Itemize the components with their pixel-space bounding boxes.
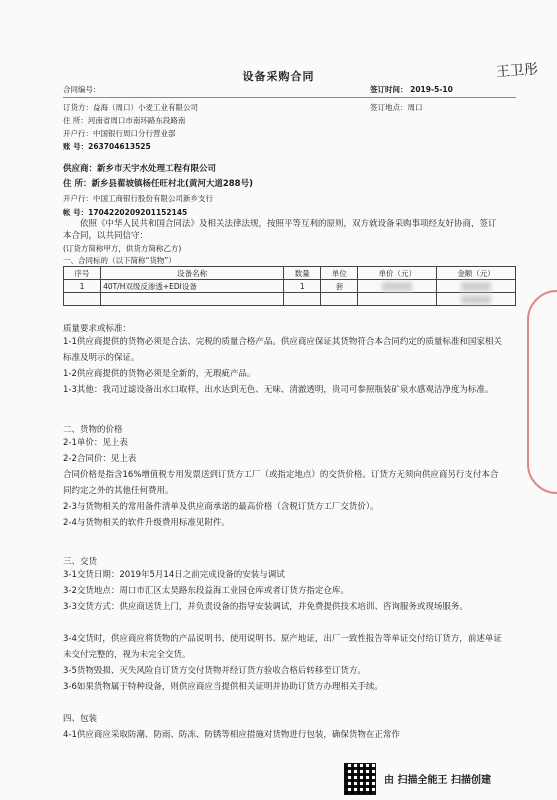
delivery-clause-6: 3-6如果货物属于特种设备，则供应商应当提供相关证明并协助订货方办理相关手续。: [63, 682, 383, 692]
table-header-cell: 数量: [284, 267, 321, 280]
scanner-watermark: 由 扫描全能王 扫描创建: [384, 775, 491, 786]
intro-abbreviation: (订货方简称甲方，供货方简称乙方): [63, 244, 182, 253]
page-title: 设备采购合同: [242, 70, 315, 83]
quality-clause-3: 1-3其他：我司过滤设备出水口取样，出水达到无色、无味、清澈透明，贵司可参照瓶装矿泉水感观洁净度为标准。: [63, 385, 494, 395]
quality-clause-2: 1-2供应商提供的货物必须是全新的，无瑕疵产品。: [63, 369, 256, 379]
table-header-row: [64, 267, 516, 280]
buyer-name: 订货方：益海（周口）小麦工业有限公司: [63, 103, 198, 112]
handwritten-signature: 王卫彤: [495, 61, 539, 81]
buyer-account: 账 号：263704613525: [63, 142, 151, 151]
table-cell: [358, 293, 437, 306]
quality-clause-1: 1-1供应商提供的货物必须是合法、完税的质量合格产品。供应商应保证其货物符合本合同约定的质量标准和国家相关标准及明示的保证。: [63, 337, 502, 363]
table-cell: 1: [284, 280, 321, 293]
table-header-cell: 序号: [64, 267, 101, 280]
table-cell: 套: [321, 280, 358, 293]
quality-heading: 质量要求或标准：: [63, 324, 132, 334]
packing-clause-1: 4-1供应商应采取防潮、防雨、防冻、防锈等相应措施对货物进行包装，确保货物在正常作: [63, 730, 400, 740]
price-clause-3: 2-3与货物相关的常用备件清单及供应商承诺的最高价格（含税订货方工厂交货价）。: [63, 502, 379, 512]
sign-place: 签订地点：周口: [370, 103, 423, 112]
delivery-clause-3: 3-3交货方式：供应商送货上门，并负责设备的指导安装调试，并免费提供技术培训、咨询服务或现场服务。: [63, 602, 468, 612]
redacted-cell: [437, 293, 516, 306]
buyer-bank: 开户行：中国银行周口分行营业部: [63, 129, 176, 138]
contract-no-label: 合同编号：: [63, 85, 101, 94]
seller-address: 住 所：新乡县翟坡镇杨任旺村北(黄河大道288号): [63, 179, 253, 189]
delivery-clause-2: 3-2交货地点：周口市汇区太昊路东段益海工业园仓库或者订货方指定仓库。: [63, 586, 349, 596]
redaction-blur: [461, 282, 491, 291]
goods-table: [63, 266, 516, 306]
seller-account: 帐 号：1704220209201152145: [63, 208, 188, 217]
price-clause-note: 合同价格是指含16%增值税专用发票送到订货方工厂（或指定地点）的交货价格。订货方无须向供应商另行支付本合同约定之外的其他任何费用。: [63, 470, 499, 496]
table-cell: [101, 293, 284, 306]
delivery-clause-5: 3-5货物毁损、灭失风险自订货方交付货物并经订货方验收合格后转移至订货方。: [63, 666, 366, 676]
price-clause-2: 2-2合同价：见上表: [63, 454, 137, 464]
table-cell: [321, 293, 358, 306]
table-header-cell: 金额（元）: [437, 267, 516, 280]
delivery-clause-4: 3-4交货时，供应商应将货物的产品说明书、使用说明书、原产地证，出厂一致性报告等单证交付给订货方，前述单证未交付完整的，视为未完全交货。: [63, 634, 502, 660]
delivery-clause-1: 3-1交货日期：2019年5月14日之前完成设备的安装与调试: [63, 570, 285, 580]
intro-paragraph: 依照《中华人民共和国合同法》及相关法律法规，按照平等互利的原则，双方就设备采购事项经友好协商，签订本合同，以共同信守：: [63, 219, 497, 241]
redacted-cell: [358, 280, 437, 293]
table-cell: 1: [64, 280, 101, 293]
seller-name: 供应商：新乡市天宇水处理工程有限公司: [63, 164, 217, 174]
redaction-blur: [461, 295, 491, 304]
table-row: [64, 280, 516, 293]
qr-code-icon: [344, 763, 376, 795]
redacted-cell: [437, 280, 516, 293]
table-header-cell: 单价（元）: [358, 267, 437, 280]
price-clause-4: 2-4与货物相关的软件升级费用标准见附件。: [63, 518, 230, 528]
price-heading: 二、货物的价格: [63, 425, 123, 435]
table-header-cell: 单位: [321, 267, 358, 280]
table-cell: 40T/H双级反渗透+EDI设备: [101, 280, 284, 293]
seller-bank: 开户行：中国工商银行股份有限公司新乡支行: [63, 194, 213, 203]
buyer-address: 住 所：河南省周口市南环路东段路南: [63, 116, 186, 125]
table-cell: [284, 293, 321, 306]
price-clause-1: 2-1单价：见上表: [63, 438, 128, 448]
red-seal-stamp: [527, 290, 557, 494]
packing-heading: 四、包装: [63, 714, 98, 724]
section-heading-goods: 一、合同标的（以下简称“货物”）: [63, 256, 176, 265]
table-row: [64, 293, 516, 306]
delivery-heading: 三、交货: [63, 557, 98, 567]
table-header-cell: 设备名称: [101, 267, 284, 280]
redaction-blur: [382, 282, 412, 291]
sign-time: 签订时间： 2019-5-10: [370, 85, 453, 94]
divider: [63, 97, 516, 98]
table-cell: [64, 293, 101, 306]
